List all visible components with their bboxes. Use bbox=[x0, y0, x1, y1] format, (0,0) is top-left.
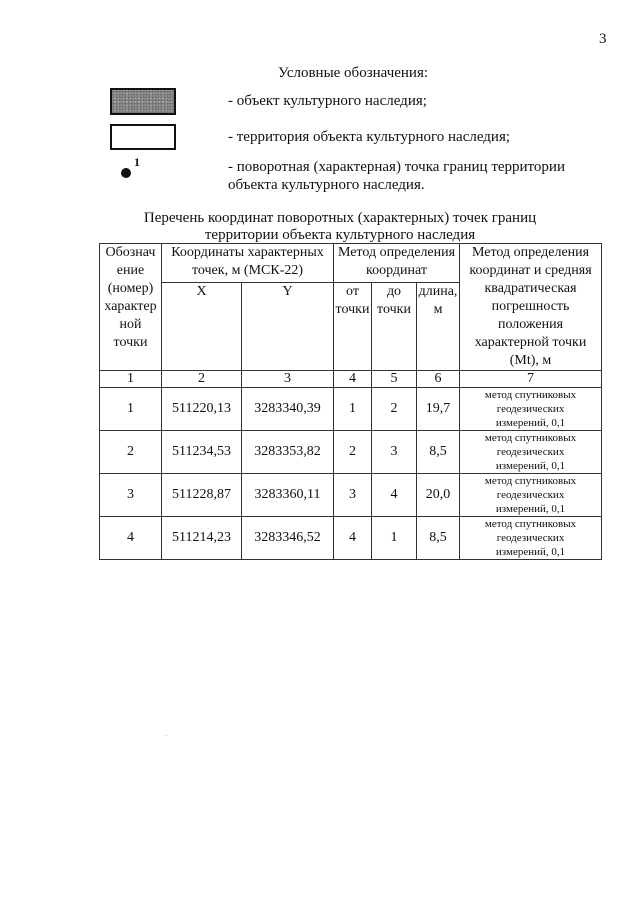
object-hatched-swatch-icon bbox=[110, 88, 176, 115]
coord-x: 511234,53 bbox=[162, 431, 242, 474]
header-designation: Обознач ение (номер) характер ной точки bbox=[100, 244, 162, 371]
coord-x: 511228,87 bbox=[162, 474, 242, 517]
segment-length: 20,0 bbox=[417, 474, 460, 517]
table-row bbox=[100, 474, 602, 517]
point-dot-icon bbox=[121, 168, 131, 178]
from-point: 2 bbox=[334, 431, 372, 474]
coord-y: 3283353,82 bbox=[242, 431, 334, 474]
point-number: 4 bbox=[100, 517, 162, 560]
method-accuracy: метод спутниковых геодезических измерений, 0,1 bbox=[460, 517, 602, 560]
column-number: 3 bbox=[242, 371, 334, 388]
coord-y: 3283340,39 bbox=[242, 388, 334, 431]
table-row bbox=[100, 431, 602, 474]
method-accuracy: метод спутниковых геодезических измерений, 0,1 bbox=[460, 474, 602, 517]
from-point: 3 bbox=[334, 474, 372, 517]
legend-title: Условные обозначения: bbox=[278, 65, 429, 81]
to-point: 4 bbox=[372, 474, 417, 517]
point-number-label: 1 bbox=[134, 155, 140, 169]
segment-length: 8,5 bbox=[417, 517, 460, 560]
segment-length: 8,5 bbox=[417, 431, 460, 474]
page-number: 3 bbox=[599, 31, 607, 47]
header-y: Y bbox=[242, 283, 334, 371]
point-number: 3 bbox=[100, 474, 162, 517]
footer-mark: . bbox=[166, 732, 168, 738]
legend-item-label: - территория объекта культурного наследия; bbox=[228, 129, 511, 145]
table-row bbox=[100, 517, 602, 560]
column-number-row bbox=[100, 371, 602, 388]
column-number: 2 bbox=[162, 371, 242, 388]
column-number: 6 bbox=[417, 371, 460, 388]
column-number: 5 bbox=[372, 371, 417, 388]
header-coordinates-group: Координаты характерных точек, м (МСК-22) bbox=[162, 244, 334, 283]
header-x: X bbox=[162, 283, 242, 371]
method-accuracy: метод спутниковых геодезических измерений, 0,1 bbox=[460, 431, 602, 474]
point-number: 2 bbox=[100, 431, 162, 474]
column-number: 4 bbox=[334, 371, 372, 388]
coordinates-table bbox=[99, 243, 602, 560]
coord-y: 3283346,52 bbox=[242, 517, 334, 560]
table-row bbox=[100, 388, 602, 431]
to-point: 3 bbox=[372, 431, 417, 474]
segment-length: 19,7 bbox=[417, 388, 460, 431]
method-accuracy: метод спутниковых геодезических измерений, 0,1 bbox=[460, 388, 602, 431]
to-point: 1 bbox=[372, 517, 417, 560]
header-length: длина, м bbox=[417, 283, 460, 371]
legend-item-label: - объект культурного наследия; bbox=[228, 93, 427, 109]
header-to: до точки bbox=[372, 283, 417, 371]
column-number: 7 bbox=[460, 371, 602, 388]
header-from: от точки bbox=[334, 283, 372, 371]
from-point: 4 bbox=[334, 517, 372, 560]
table-header-row bbox=[100, 244, 602, 283]
coord-x: 511214,23 bbox=[162, 517, 242, 560]
from-point: 1 bbox=[334, 388, 372, 431]
table-caption: Перечень координат поворотных (характерных) точек границ территории объекта культурного наследия bbox=[143, 210, 537, 243]
legend-item-label: - поворотная (характерная) точка границ территории объекта культурного наследия. bbox=[228, 159, 565, 193]
coord-x: 511220,13 bbox=[162, 388, 242, 431]
coord-y: 3283360,11 bbox=[242, 474, 334, 517]
point-number: 1 bbox=[100, 388, 162, 431]
header-accuracy: Метод определения координат и средняя квадратическая погрешность положения характерной точки (Mt), м bbox=[460, 244, 602, 371]
column-number: 1 bbox=[100, 371, 162, 388]
territory-outline-swatch-icon bbox=[110, 124, 176, 150]
legend-item-point bbox=[0, 155, 640, 208]
to-point: 2 bbox=[372, 388, 417, 431]
header-method-group: Метод определения координат bbox=[334, 244, 460, 283]
